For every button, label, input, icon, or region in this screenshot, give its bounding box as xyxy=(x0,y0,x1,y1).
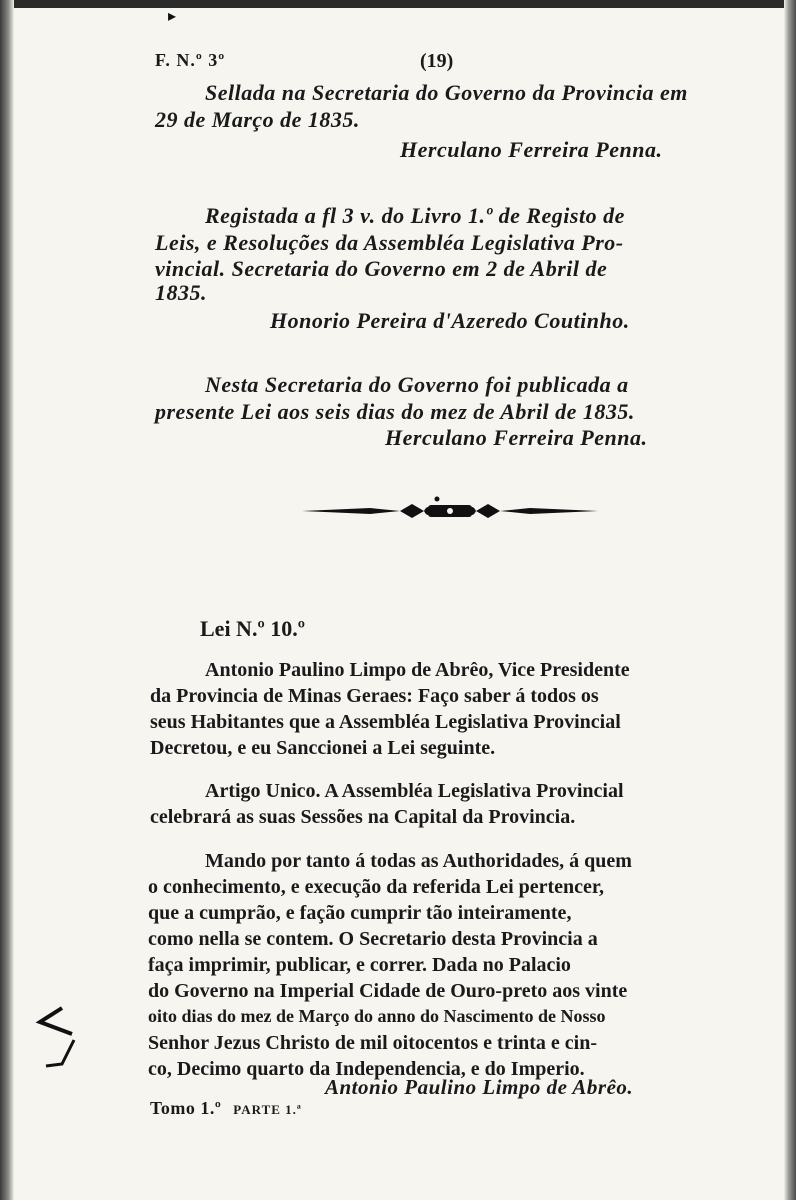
preamble-line-3: seus Habitantes que a Assembléa Legislativa Provincial xyxy=(150,711,621,733)
law-title: Lei N.º 10.º xyxy=(200,616,305,641)
published-line-2: presente Lei aos seis dias do mez de Abril de 1835. xyxy=(155,399,635,424)
registered-line-3: vincial. Secretaria do Governo em 2 de Abril de xyxy=(155,256,608,281)
mandate-line-1: Mando por tanto á todas as Authoridades, á quem xyxy=(205,850,632,872)
preamble-line-2: da Provincia de Minas Geraes: Faço saber á todos os xyxy=(150,685,599,707)
mandate-line-7: oito dias do mez de Março do anno do Nascimento de Nosso xyxy=(148,1006,606,1026)
part-label: PARTE 1.ª xyxy=(233,1102,302,1117)
article-line-2: celebrará as suas Sessões na Capital da Provincia. xyxy=(150,806,576,828)
mandate-line-2: o conhecimento, e execução da referida Lei pertencer, xyxy=(148,876,604,898)
mandate-line-9: co, Decimo quarto da Independencia, e do Imperio. xyxy=(148,1058,585,1080)
mandate-line-6: do Governo na Imperial Cidade de Ouro-preto aos vinte xyxy=(148,980,628,1002)
preamble-line-4: Decretou, e eu Sanccionei a Lei seguinte. xyxy=(150,737,496,759)
article-line-1: Artigo Unico. A Assembléa Legislativa Provincial xyxy=(205,780,624,802)
mandate-line-8: Senhor Jezus Christo de mil oitocentos e trinta e cin- xyxy=(148,1032,598,1054)
scan-edge-right xyxy=(784,0,796,1200)
scan-edge-left xyxy=(0,0,14,1200)
mandate-line-4: como nella se contem. O Secretario desta Provincia a xyxy=(148,928,598,950)
registered-line-1: Registada a fl 3 v. do Livro 1.º de Registo de xyxy=(205,203,625,228)
sealed-line-1: Sellada na Secretaria do Governo da Provincia em xyxy=(205,80,688,105)
mandate-line-3: que a cumprão, e fação cumprir tão inteiramente, xyxy=(148,902,572,924)
sealed-line-2: 29 de Março de 1835. xyxy=(155,107,360,132)
registered-line-4: 1835. xyxy=(155,280,207,305)
page-number: (19) xyxy=(420,50,454,72)
registered-line-2: Leis, e Resoluções da Assembléa Legislativa Pro- xyxy=(155,230,624,255)
mandate-line-5: faça imprimir, publicar, e correr. Dada no Palacio xyxy=(148,954,571,976)
folio-number: F. N.º 3º xyxy=(155,50,226,70)
preamble-line-1: Antonio Paulino Limpo de Abrêo, Vice Presidente xyxy=(205,659,630,681)
published-signature: Herculano Ferreira Penna. xyxy=(385,425,648,450)
scan-speck: ▸ xyxy=(168,6,177,25)
registered-signature: Honorio Pereira d'Azeredo Coutinho. xyxy=(270,308,630,333)
volume-footer xyxy=(150,1098,302,1119)
scan-edge-top xyxy=(0,0,796,8)
sealed-signature: Herculano Ferreira Penna. xyxy=(400,137,663,162)
ornament-divider xyxy=(300,495,600,525)
published-line-1: Nesta Secretaria do Governo foi publicada a xyxy=(205,372,629,397)
volume-label: Tomo 1.º xyxy=(150,1098,222,1118)
handwritten-mark xyxy=(32,1000,82,1080)
law-signature: Antonio Paulino Limpo de Abrêo. xyxy=(325,1075,634,1099)
